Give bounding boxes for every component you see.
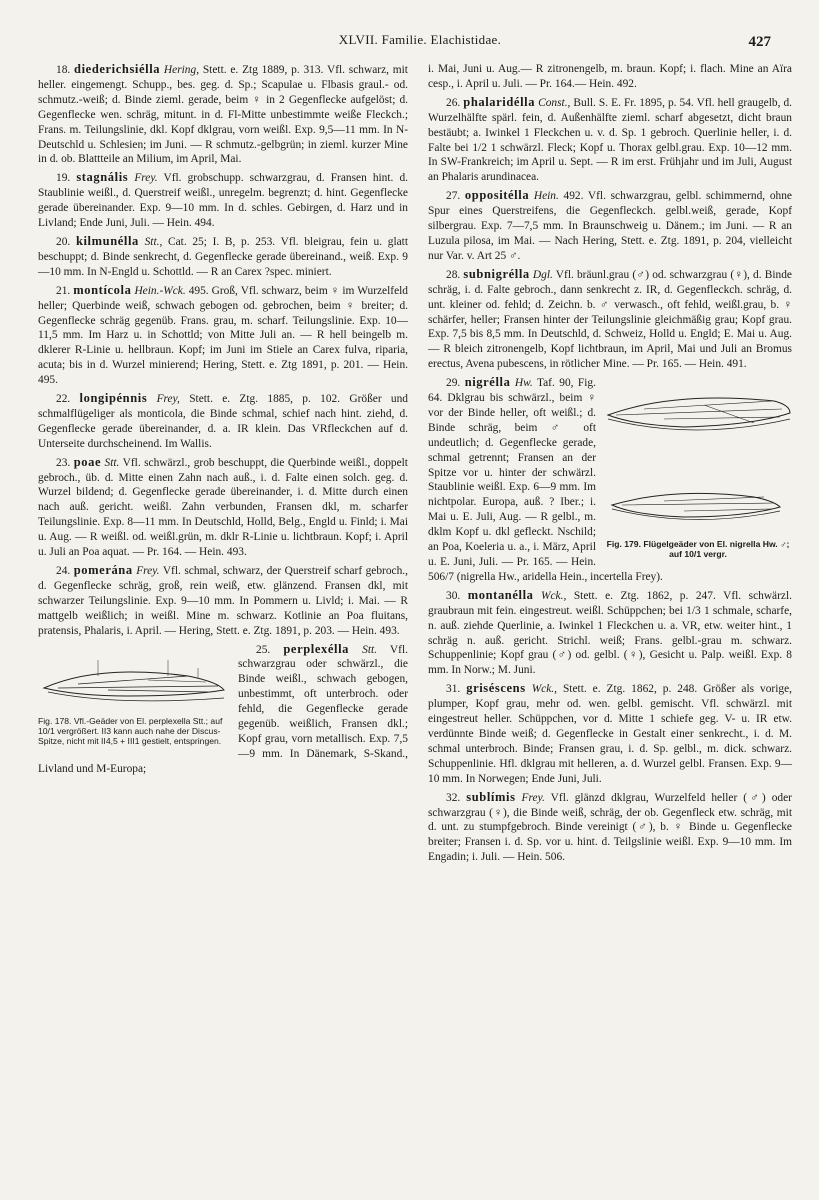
entry-number: 27. <box>446 190 461 203</box>
author-name: Wck., <box>531 683 557 696</box>
species-name: phalaridélla <box>463 94 536 109</box>
species-name: kilmunélla <box>75 233 139 248</box>
entry-number: 19. <box>56 172 71 185</box>
entry-number: 32. <box>446 791 461 804</box>
entry-number: 28. <box>446 268 461 281</box>
author-name: Hering, <box>163 64 200 76</box>
species-name: subnigrélla <box>463 266 530 281</box>
continued-entry <box>428 62 792 92</box>
entry-number: 29. <box>446 377 461 390</box>
entry-text: Vfl. schwärzl., grob beschuppt, die Querbinde weißl., doppelt gebroch., üb. d. Mitte einen Zahn nach auß., i. d. Falte einen solch. geg. d. Wurzel bildend; d. Gegenflecke gerade übereinander, i. d. Mitte durch einen nach auß. gericht. weißl. Zahn verbunden, Fransen dkl, m. scharfer Teilungslinie. Exp. 8—11 mm. In Deutschld, Holld, Belg., Engld u. Finld; i. Mai u. Aug. — R weißl. od. weißl.grün, m. dklr R-Linie u. lichtbraun. Kopf; i. April u. Juli an Poa aquat. — Pr. 164. — Hein. 493. <box>38 456 408 559</box>
species-entry <box>428 95 792 185</box>
wing-venation-illustration <box>38 646 228 716</box>
entry-number: 25. <box>256 643 271 656</box>
species-name: sublímis <box>466 789 516 804</box>
species-entry <box>428 681 792 786</box>
entry-number: 18. <box>56 64 71 76</box>
species-entry <box>38 391 408 452</box>
entry-text: Stett. e. Ztg. 1885, p. 102. Größer und schmalflügeliger als monticola, die Binde schmal, schief nach hint. ziehd, d. Gegenflecke gerade übereinander, d. a. IR klein. Das VRfleckchen auf d. Unterseite durchscheinend. Im Wallis. <box>38 393 408 450</box>
author-name: Frey. <box>136 565 160 577</box>
page-header <box>0 32 819 54</box>
wing-venation-illustration <box>604 379 792 539</box>
author-name: Hein.-Wck. <box>134 284 186 297</box>
entry-text: 492. Vfl. schwarzgrau, gelbl. schimmernd, ohne Spur eines Querstreifens, die Gegenfleckch. gelbl.weiß, gerade, Kopf silbergrau. Exp. 7—7,5 mm. In Braunschweig u. Dänem.; im Juni. — R an Luzula pilosa, im Mai. — Nach Hering, Stett. e. Ztg. 1891, p. 204, vielleicht nur Var. v. Art 25 ♂. <box>428 190 792 262</box>
species-entry <box>428 790 792 866</box>
entry-text: Bull. S. E. Fr. 1895, p. 54. Vfl. hell graugelb, d. Wurzelhälfte spärl. fein, d. Außenhälfte zieml. scharf abgesetzt, dicht braun bestäubt; a. Iwinkel 1 Fleckchen u. v. d. Sp. 1 gebroch. Querlinie heller, i. d. Falte bei 1/2 1 schwärzl. Fleck; Kopf u. Thorax gelbl.grau. Exp. 10—12 mm. In SW-Frankreich; im April u. Sept. — R im erst. Frühjahr und im Juli, August an Phalaris arundinacea. <box>428 96 792 184</box>
page-number: 427 <box>748 34 771 50</box>
species-entry <box>428 188 792 264</box>
entry-text: Cat. 25; I. B, p. 253. Vfl. bleigrau, fein u. glatt beschuppt; d. Binde senkrecht, d. Gegenflecke gerade übereinand., weiß. Exp. 9—10 mm. In N-Engld u. Schottld. — R an Carex ?spec. miniert. <box>38 235 409 278</box>
entry-number: 23. <box>56 456 71 469</box>
author-name: Frey. <box>521 791 545 804</box>
species-name: oppositélla <box>464 188 530 203</box>
figure-179 <box>604 379 792 559</box>
author-name: Frey, <box>156 393 180 406</box>
entry-text: Taf. 90, Fig. 64. Dklgrau bis schwärzl., beim ♀ vor der Binde heller, oft weißl.; d. Binde schräg, beim ♂ oft undeutlich; d. Gegenflecke gerade, schmal getrennt; Fransen an der Spitze vor u. hinter der schwärzl. Staublinie weißl. Exp. 6—9 mm. Im nichtpolar. Europa, auß. ? Iber.; i. Mai u. E. Juli, Aug. — R gelbl., m. dklm Kopf u. dkl gefleckt. Nschild; an Poa, Koeleria u. a., i. März, April u. E. Juni, Juli. — Pr. 165. — Hein. 506/7 (nigrella Hw., aridella Hein., incertella Frey). <box>428 377 663 583</box>
species-name: longipénnis <box>79 391 148 406</box>
running-title: XLVII. Familie. Elachistidae. <box>338 32 502 47</box>
entry-number: 31. <box>446 683 461 696</box>
species-name: stagnális <box>76 170 129 185</box>
entry-number: 24. <box>56 565 71 577</box>
left-column <box>38 62 408 780</box>
author-name: Frey. <box>134 172 158 185</box>
figure-caption: Fig. 178. Vfl.-Geäder von El. perplexella Stt.; auf 10/1 vergrößert. II3 kann auch nahe der Discus-Spitze, nicht mit II4,5 + III1 gestielt, entspringen. <box>38 715 223 746</box>
entry-text: i. Mai, Juni u. Aug.— R zitronengelb, m. braun. Kopf; i. flach. Mine an Aïra cesp., i. April u. Juli. — Pr. 164.— Hein. 492. <box>428 63 792 90</box>
species-entry <box>428 267 792 372</box>
entry-number: 22. <box>56 393 71 406</box>
author-name: Dgl. <box>532 268 553 281</box>
species-name: pomerána <box>73 563 133 577</box>
entry-text: Vfl. schwarzgrau oder schwärzl., die Binde weißl., schwach gebogen, unbestimmt, oft unterbroch. oder fehld, die Gegenflecke gerade gegenüb. weißlich, Fransen dkl.; Kopf grau, vorn metallisch. Exp. 7,5—9 mm. In Dänemark, S-Skand., Livland und M-Europa; <box>38 643 408 775</box>
author-name: Wck., <box>541 589 567 602</box>
species-name: nigrélla <box>464 375 511 390</box>
figure-caption: Fig. 179. Flügelgeäder von El. nigrella Hw. ♂; auf 10/1 vergr. <box>606 539 790 560</box>
author-name: Stt. <box>362 643 377 656</box>
species-name: montanélla <box>467 587 534 602</box>
right-column <box>428 62 792 868</box>
entry-number: 21. <box>56 284 71 297</box>
species-entry <box>428 588 792 678</box>
figure-178 <box>38 646 228 746</box>
author-name: Stt., <box>144 235 163 248</box>
entry-text: Vfl. glänzd dklgrau, Wurzelfeld heller (♂) oder schwarzgrau (♀), die Binde weiß, schräg, der ob. Gegenfleck etw. schräg, mit d. unt. zu stumpfgebroch. Binde vereinigt (♂), b. ♀ Binde u. Gegenflecke breiter; Fransen i. d. Sp. vor u. hint. d. Teilgslinie weißl. Exp. 9—10 mm. Im Engadin; i. Juli. — Hein. 506. <box>428 791 792 864</box>
entry-number: 26. <box>446 96 461 109</box>
species-entry <box>38 234 408 280</box>
species-name: griséscens <box>466 681 526 696</box>
entry-text: Vfl. grobschupp. schwarzgrau, d. Fransen hint. d. Staublinie weißl., d. Querstreif weißl., unregelm. begrenzt; d. hint. Gegenflecke gerade übereinander. Exp. 9—10 mm. In d. schles. Gebirgen, d. Harz und in Livland; Ende Juni, Juli. — Hein. 494. <box>38 172 408 230</box>
author-name: Hein. <box>533 190 559 203</box>
entry-number: 30. <box>446 589 461 602</box>
author-name: Const., <box>538 96 571 109</box>
species-entry <box>38 62 408 167</box>
entry-text: Stett. e. Ztg 1889, p. 313. Vfl. schwarz, mit heller. eingemengt. Schupp., bes. geg. d. Sp.; Scapulae u. Flbasis graul.- od. schmutz.-weiß; d. Binde zieml. gerade, beim ♀ in 2 Gegenflecke aufgelöst; d. Gegenflecke wen. schräg, mitunt. in d. Fl-Mitte unbestimmte weiße Fleckch.; Frans. m. Teilungslinie, dkl. Kopf dklgrau, vorn weißl. Exp. 9,5—11 mm. In N-Deutschld u. Schlesien; im Juni. — R schmutz.-gelbgrün; in zieml. kurzer Mine in d. ob. Blattteile an Milium, im April, Mai. <box>38 64 408 166</box>
species-name: montícola <box>73 282 132 297</box>
species-name: poae <box>73 454 102 469</box>
entry-text: 495. Groß, Vfl. schwarz, beim ♀ im Wurzelfeld heller; Querbinde weiß, schwach gebogen od. gebrochen, beim ♀ breiter; d. Gegenflecke schräg gegenüb. Frans. grau, m. scharf. Teilungslinie. Exp. 10—11,5 mm. Im Harz u. in Schottld; von Mitte Juli an. — R hell beingelb m. dklerer R-Linie u. hellbraun. Kopf; im Juni im Stiele an Carex fulva, riparia, acuta; bis in d. Wurzel minierend; Hering, Stett. e. Ztg 1891, p. 201. — Hein. 495. <box>38 284 408 387</box>
species-name: diederichsiélla <box>74 62 161 76</box>
species-name: perplexélla <box>283 641 349 656</box>
entry-number: 20. <box>56 235 71 248</box>
species-entry <box>38 170 408 231</box>
author-name: Stt. <box>104 456 120 469</box>
entry-text: Vfl. bräunl.grau (♂) od. schwarzgrau (♀), d. Binde schräg, i. d. Falte gebroch., dann senkrecht z. IR, d. Gegenfleckch. schräg, d. unt. kleiner od. fehld; d. Zeichn. b. ♂ verwasch., oft fehld, weißl.grau, b. ♀ schärfer, heller; Fransen hinter der Teilungslinie gleichmäßig grau; Kopf grau. Exp. 7,5 bis 8,5 mm. In Deutschld, d. Schweiz, Holld u. Engld; E. Mai u. Aug. — R bleich zitronengelb, Kopf lichtbraun, im April, Mai und Juli an Bromus erectus, Avena pubescens, in rötlicher Mine. — Pr. 165. — Hein. 491. <box>428 268 792 371</box>
entry-text: Stett. e. Ztg. 1862, p. 247. Vfl. schwärzl. graubraun mit fein. eingestreut. weißl. Schüppchen; bei 1/3 1 schmale, scharfe, n. auß. ziehde Querlinie, a. Iwinkel 1 Fleckchen u. a. VR, etw. weiter hint., 1 schräg n. auß. gericht. Strichl. weiß; Frans. gelbl.-grau m. schwarz. Schuppenlinie; Kopf grau (♂) od. gelbl. (♀), Gesicht u. Palp. weißl. Exp. 8 mm. In Norw.; M. Juni. <box>428 589 792 677</box>
species-entry <box>38 563 408 639</box>
species-entry <box>38 283 408 388</box>
species-entry <box>38 455 408 560</box>
entry-text: Stett. e. Ztg. 1862, p. 248. Größer als vorige, plumper, Kopf grau, mehr od. wen. gelbl. gemischt. Vfl. schwärzl. mit eingestreut heller. Schüppchen, vor d. Mitte 1 schiefe geg. V- u. IR etw. verdünnte Binde weiß; d. Gegenflecke in Gestalt einer senkrecht., i. d. M. schmal unterbroch. Binde; Fransen grau, i. d. Sp. gelbl., m. dick. schwarz. Schuppenlinie. Hfl. dklgrau mit helleren, a. d. Wurzel gelbl. Fransen. Exp. 9—10 mm. In Norwegen; Ende Juni, Juli. <box>428 683 792 785</box>
author-name: Hw. <box>514 377 533 390</box>
entry-text: Vfl. schmal, schwarz, der Querstreif scharf gebroch., d. Gegenflecke schräg, groß, rein weiß, etw. glänzend. Fransen dkl, mit schwarzer Teilungslinie. Exp. 9—10 mm. In Pommern u. Livld; i. Mai. — R mattgelb weißlich; in weißl. Mine m. schwarz. Kotlinie an Poa fluitans, pratensis, Phalaris, i. April. — Hering, Stett. e. Ztg. 1891, p. 203. — Hein. 493. <box>38 565 408 637</box>
